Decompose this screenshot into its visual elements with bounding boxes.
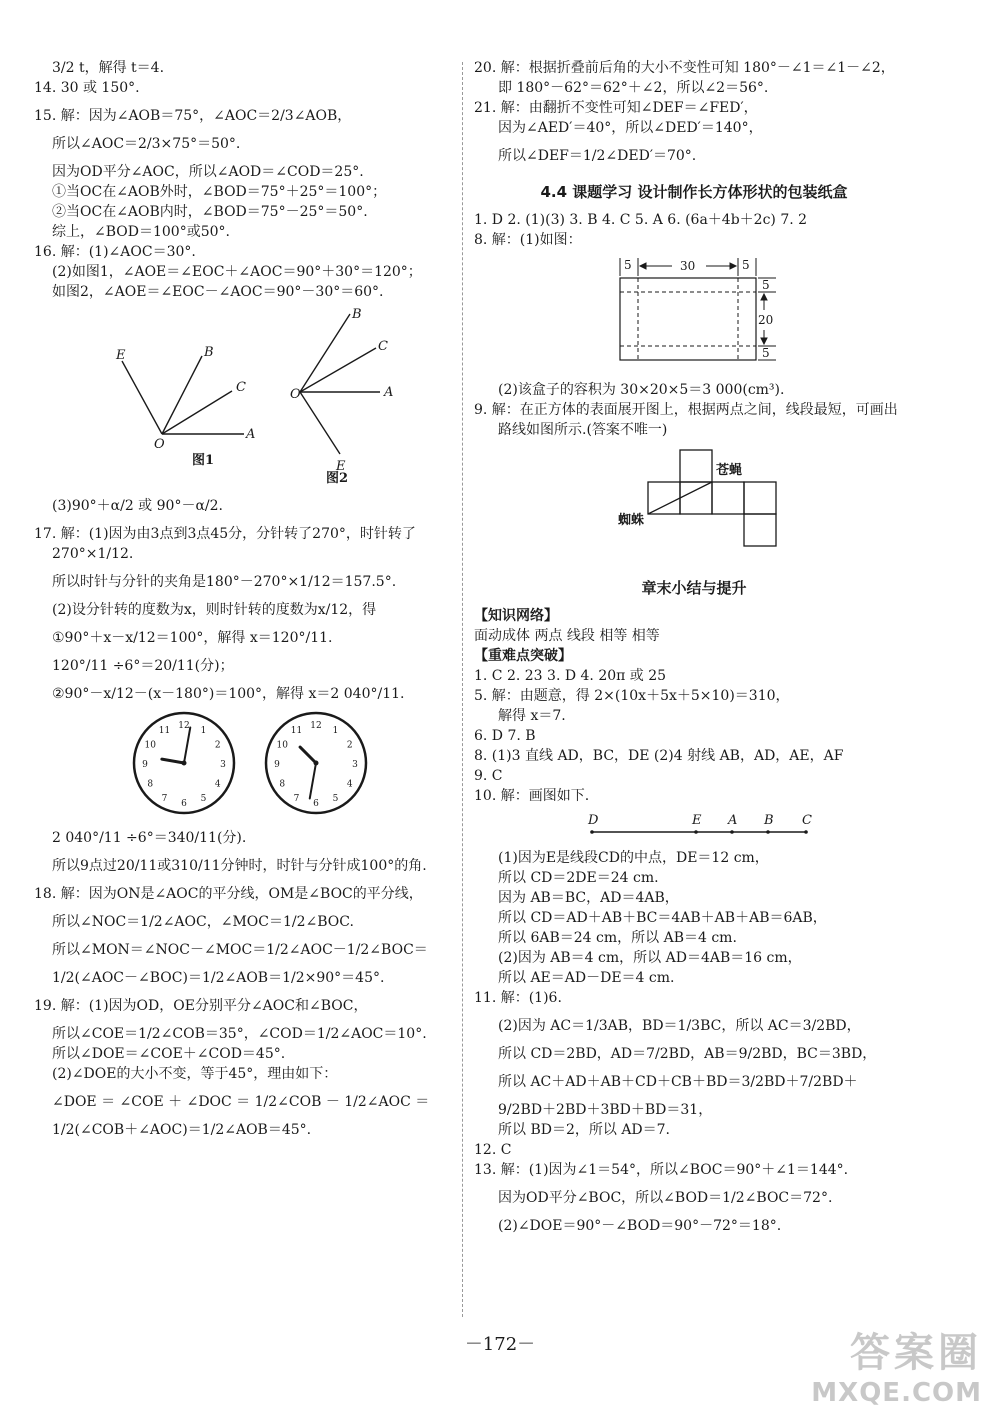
answer-line: (2)设分针转的度数为x，则时针转的度数为x/12，得 <box>52 602 377 618</box>
clock-numeral: 6 <box>313 799 319 809</box>
fig1-ray-oe <box>122 361 162 434</box>
column-divider <box>462 62 463 1317</box>
answer-line: 6. D 7. B <box>474 728 536 744</box>
answer-line: 5. 解：由题意，得 2×(10x＋5x＋5×10)＝310， <box>474 688 790 704</box>
answer-line: 9. 解：在正方体的表面展开图上，根据两点之间，线段最短，可画出 <box>474 402 898 418</box>
answer-line: 16. 解：(1)∠AOC＝30°. <box>34 244 196 260</box>
arrow-head <box>640 263 646 269</box>
arrow-head <box>761 294 767 300</box>
answer-line: ②当OC在∠AOB内时，∠BOD＝75°－25°＝50°. <box>52 204 368 220</box>
clock-minute-hand <box>310 763 316 798</box>
arrow-head <box>730 263 736 269</box>
watermark-text: 答案圈 <box>850 1330 982 1376</box>
clock-minute-hand <box>184 728 190 763</box>
answer-line: 8. (1)3 直线 AD，BC，DE (2)4 射线 AB，AD，AE，AF <box>474 748 844 764</box>
net-face <box>680 482 712 514</box>
answer-line: (2)因为 AB＝4 cm，所以 AD＝4AB＝16 cm， <box>498 950 802 966</box>
clock-numeral: 7 <box>293 793 300 804</box>
answer-line: 120°/11 ÷6°＝20/11(分)； <box>52 658 234 674</box>
arrow-head <box>761 338 767 344</box>
knowledge-network-tag: 【知识网络】 <box>474 608 558 624</box>
answer-line: (2)如图1，∠AOE＝∠EOC＋∠AOC＝90°＋30°＝120°； <box>52 264 422 280</box>
answer-line: 面动成体 两点 线段 相等 相等 <box>474 628 660 644</box>
clocks-svg <box>34 708 434 818</box>
answer-line: 所以9点过20/11或310/11分钟时，时针与分针成100°的角. <box>52 858 427 874</box>
answer-line: 18. 解：因为ON是∠AOC的平分线，OM是∠BOC的平分线， <box>34 886 423 902</box>
clock-2 <box>266 713 366 813</box>
answer-line: 14. 30 或 150°. <box>34 80 140 96</box>
answer-line: 2 040°/11 ÷6°＝340/11(分). <box>52 830 247 846</box>
left-column <box>34 58 458 1140</box>
answer-line: 所以∠MON＝∠NOC－∠MOC＝1/2∠AOC－1/2∠BOC＝ <box>52 942 428 958</box>
answer-line: 所以 CD＝2BD，AD＝7/2BD，AB＝9/2BD，BC＝3BD， <box>498 1046 877 1062</box>
answer-line: 1. C 2. 23 3. D 4. 20π 或 25 <box>474 668 667 684</box>
clock-numeral: 12 <box>310 721 322 731</box>
watermark-url: MXQE.COM <box>811 1378 982 1408</box>
segment-label-c: C <box>802 813 812 828</box>
clock-numeral: 8 <box>279 779 286 790</box>
clock-numeral: 2 <box>214 740 221 751</box>
answer-line: 10. 解：画图如下. <box>474 788 590 804</box>
answer-line: 1. D 2. (1)(3) 3. B 4. C 5. A 6. (6a＋4b＋2c) 7. 2 <box>474 212 808 228</box>
fig1-label-a: A <box>246 427 256 442</box>
clock-figures <box>34 708 458 824</box>
fig1-label-c: C <box>236 380 246 395</box>
angle-figures-svg <box>34 306 434 486</box>
answer-line: 因为OD平分∠AOC，所以∠AOD＝∠COD＝25°. <box>52 164 364 180</box>
answer-line: 所以时针与分针的夹角是180°－270°×1/12＝157.5°. <box>52 574 397 590</box>
answer-line: 所以 CD＝AD＋AB＋BC＝4AB＋AB＋AB＝6AB， <box>498 910 827 926</box>
segment-figure <box>474 810 914 844</box>
watermark-logo <box>811 1321 982 1408</box>
answer-line: 所以 AE＝AD－DE＝4 cm. <box>498 970 675 986</box>
dim-label-5: 5 <box>742 258 750 272</box>
fig1-label-e: E <box>116 348 126 363</box>
answer-line: 解得 x＝7. <box>498 708 566 724</box>
point-e <box>694 830 698 834</box>
segment-label-a: A <box>728 813 738 828</box>
cube-net-figure <box>474 444 914 570</box>
answer-line: 路线如图所示.(答案不唯一) <box>498 422 668 438</box>
fig2-label-c: C <box>378 339 388 354</box>
fig1-label-b: B <box>204 345 214 360</box>
answer-line: 9/2BD＋2BD＋3BD＋BD＝31， <box>498 1102 713 1118</box>
dim-label-30: 30 <box>680 259 696 273</box>
answer-line: (2)该盒子的容积为 30×20×5＝3 000(cm³). <box>498 382 785 398</box>
segment-label-b: B <box>764 813 774 828</box>
fig2-label-o: O <box>290 387 301 402</box>
answer-line: 因为OD平分∠BOC，所以∠BOD＝1/2∠BOC＝72°. <box>498 1190 833 1206</box>
clock-numeral: 11 <box>158 726 171 737</box>
answer-line: 3/2 t，解得 t＝4. <box>52 60 165 76</box>
dim-label-5: 5 <box>762 346 770 360</box>
fig1-label-o: O <box>154 437 165 452</box>
answer-line: ∠DOE ＝ ∠COE ＋ ∠DOC ＝ 1/2∠COB － 1/2∠AOC ＝ <box>52 1094 430 1110</box>
net-face <box>712 482 744 514</box>
clock-1 <box>134 713 234 813</box>
point-d <box>590 830 594 834</box>
answer-line: 所以 BD＝2，所以 AD＝7. <box>498 1122 671 1138</box>
dim-label-5: 5 <box>762 278 770 292</box>
answer-line: 19. 解：(1)因为OD，OE分别平分∠AOC和∠BOC， <box>34 998 368 1014</box>
page-number: －172－ <box>464 1334 536 1355</box>
section-title-4-4: 4.4 课题学习 设计制作长方体形状的包装纸盒 <box>540 183 848 201</box>
clock-numeral: 4 <box>214 779 221 790</box>
point-a <box>730 830 734 834</box>
fig2-label-b: B <box>352 307 362 322</box>
answer-line: 所以 AC＋AD＋AB＋CD＋CB＋BD＝3/2BD＋7/2BD＋ <box>498 1074 858 1090</box>
section-title-chapter-summary: 章末小结与提升 <box>641 579 747 597</box>
answer-line: 所以∠NOC＝1/2∠AOC，∠MOC＝1/2∠BOC. <box>52 914 354 930</box>
clock-hour-hand <box>162 759 184 763</box>
answer-line: 1/2(∠AOC－∠BOC)＝1/2∠AOB＝1/2×90°＝45°. <box>52 970 385 986</box>
net-face <box>744 482 776 514</box>
clock-numeral: 3 <box>220 760 226 770</box>
answer-line: (2)因为 AC＝1/3AB，BD＝1/3BC，所以 AC＝3/2BD， <box>498 1018 861 1034</box>
answer-line: 270°×1/12. <box>52 546 134 562</box>
answer-line: 12. C <box>474 1142 512 1158</box>
answer-line: 9. C <box>474 768 503 784</box>
fig2-ray-ob <box>300 314 350 392</box>
answer-line: (2)∠DOE＝90°－∠BOD＝90°－72°＝18°. <box>498 1218 782 1234</box>
segment-label-e: E <box>692 813 702 828</box>
clock-numeral: 2 <box>346 740 353 751</box>
answer-line: 即 180°－62°＝62°＋∠2，所以∠2＝56°. <box>498 80 769 96</box>
answer-line: (1)因为E是线段CD的中点，DE＝12 cm， <box>498 850 769 866</box>
box-net-figure <box>474 254 914 376</box>
answer-line: 因为∠AED′＝40°，所以∠DED′＝140°， <box>498 120 763 136</box>
key-points-tag: 【重难点突破】 <box>474 648 572 664</box>
clock-numeral: 12 <box>178 721 190 731</box>
clock-numeral: 7 <box>161 793 168 804</box>
fig2-label-e: E <box>336 459 346 474</box>
point-c <box>804 830 808 834</box>
fig2-label-a: A <box>384 385 394 400</box>
net-face <box>744 514 776 546</box>
point-b <box>766 830 770 834</box>
fig1-caption: 图1 <box>192 453 215 468</box>
clock-numeral: 8 <box>147 779 154 790</box>
right-column <box>474 58 914 1236</box>
box-outer-rect <box>620 278 756 360</box>
angle-figures <box>34 306 458 492</box>
clock-numeral: 4 <box>346 779 353 790</box>
answer-line: 综上，∠BOD＝100°或50°. <box>52 224 230 240</box>
clock-numeral: 10 <box>276 740 288 751</box>
answer-line: 所以 CD＝2DE＝24 cm. <box>498 870 659 886</box>
answer-line: 20. 解：根据折叠前后角的大小不变性可知 180°－∠1＝∠1－∠2， <box>474 60 895 76</box>
clock-numeral: 11 <box>290 726 303 737</box>
clock-center <box>182 761 187 766</box>
fig2-ray-oe <box>300 392 340 454</box>
answer-line: 所以∠DEF＝1/2∠DED′＝70°. <box>498 148 697 164</box>
net-label-fly: 苍蝇 <box>716 463 743 478</box>
clock-numeral: 6 <box>181 799 187 809</box>
dim-label-5: 5 <box>624 258 632 272</box>
answer-line: 11. 解：(1)6. <box>474 990 562 1006</box>
answer-line: ①当OC在∠AOB外时，∠BOD＝75°＋25°＝100°； <box>52 184 387 200</box>
clock-numeral: 10 <box>144 740 156 751</box>
answer-line: (3)90°＋α/2 或 90°－α/2. <box>52 498 223 514</box>
answer-line: 所以 6AB＝24 cm，所以 AB＝4 cm. <box>498 930 737 946</box>
answer-line: 15. 解：因为∠AOB＝75°，∠AOC＝2/3∠AOB， <box>34 108 352 124</box>
answer-line: 17. 解：(1)因为由3点到3点45分，分针转了270°，时针转了 <box>34 526 416 542</box>
fig2-caption: 图2 <box>326 471 349 486</box>
answer-line: ②90°－x/12－(x－180°)＝100°，解得 x＝2 040°/11. <box>52 686 405 702</box>
answer-line: 因为 AB＝BC，AD＝4AB， <box>498 890 679 906</box>
cube-net-svg <box>474 444 914 564</box>
clock-numeral: 1 <box>332 726 339 737</box>
answer-line: 1/2(∠COB＋∠AOC)＝1/2∠AOB＝45°. <box>52 1122 312 1138</box>
answer-line: ①90°＋x－x/12＝100°，解得 x＝120°/11. <box>52 630 333 646</box>
box-net-svg <box>474 254 914 370</box>
answer-line: 所以∠AOC＝2/3×75°＝50°. <box>52 136 241 152</box>
dim-label-20: 20 <box>758 313 774 327</box>
clock-numeral: 3 <box>352 760 358 770</box>
clock-numeral: 5 <box>200 793 207 804</box>
clock-numeral: 1 <box>200 726 207 737</box>
segment-label-d: D <box>588 813 599 828</box>
answer-line: 所以∠DOE＝∠COE＋∠COD＝45°. <box>52 1046 286 1062</box>
net-label-spider: 蜘蛛 <box>618 513 645 528</box>
clock-hour-hand <box>300 747 316 763</box>
answer-line: (2)∠DOE的大小不变，等于45°，理由如下： <box>52 1066 338 1082</box>
answer-line: 13. 解：(1)因为∠1＝54°，所以∠BOC＝90°＋∠1＝144°. <box>474 1162 849 1178</box>
clock-numeral: 5 <box>332 793 339 804</box>
clock-numeral: 9 <box>142 760 148 770</box>
answer-line: 21. 解：由翻折不变性可知∠DEF＝∠FED′， <box>474 100 758 116</box>
net-face <box>648 482 680 514</box>
clock-center <box>314 761 319 766</box>
answer-line: 8. 解：(1)如图： <box>474 232 582 248</box>
clock-numeral: 9 <box>274 760 280 770</box>
fig2-ray-oc <box>300 348 376 392</box>
segment-svg <box>474 810 914 838</box>
answer-line: 所以∠COE＝1/2∠COB＝35°，∠COD＝1/2∠AOC＝10°. <box>52 1026 427 1042</box>
answer-line: 如图2，∠AOE＝∠EOC－∠AOC＝90°－30°＝60°. <box>52 284 384 300</box>
net-face <box>680 450 712 482</box>
